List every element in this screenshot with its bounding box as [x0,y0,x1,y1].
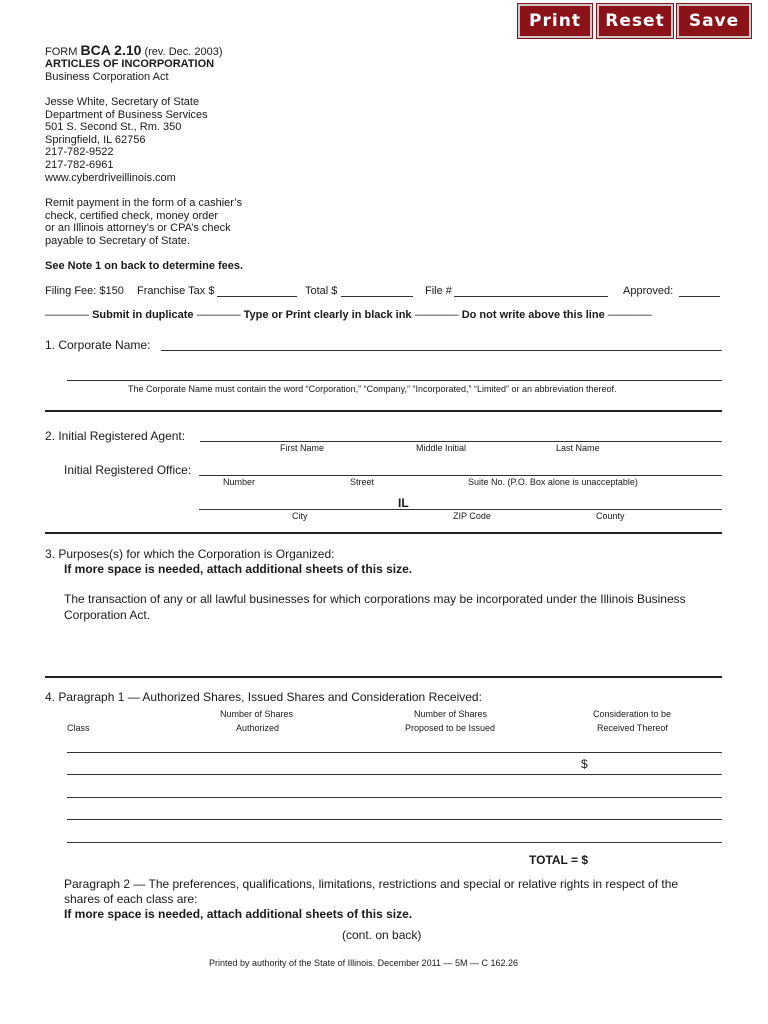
authorized-caption: Authorized [236,723,280,733]
last-name-caption: Last Name [556,443,600,453]
office-line: 501 S. Second St., Rm. 350 [45,121,182,134]
file-no-line[interactable] [454,296,608,297]
instruction-line [45,309,652,321]
first-name-caption: First Name [280,443,325,453]
issued-caption: Proposed to be Issued [405,723,496,733]
number-caption: Number [223,477,256,487]
section-divider [45,410,722,412]
middle-initial-caption: Middle Initial [416,443,467,453]
paragraph2-note: If more space is needed, attach additional sheets of this size. [64,907,413,921]
form-number: BCA 2.10 [80,42,142,58]
purpose-text: The transaction of any or all lawful businesses for which corporations may be incorporated under the Illinois Business [64,592,686,606]
submit-note: Submit in duplicate [92,309,194,321]
suite-caption: Suite No. (P.O. Box alone is unacceptable) [468,477,638,487]
purpose-text: Corporation Act. [64,608,151,622]
approved-line[interactable] [679,296,720,297]
city-caption: City [292,511,308,521]
registered-agent-field[interactable] [202,427,720,441]
registered-agent-label: 2. Initial Registered Agent: [45,429,186,443]
form-act: Business Corporation Act [45,71,169,83]
section-divider [45,532,722,534]
purpose-note: If more space is needed, attach additional sheets of this size. [64,562,413,576]
office-line: Jesse White, Secretary of State [45,96,200,108]
section-divider [45,676,722,678]
print-button[interactable]: Print [518,4,592,38]
authorized-caption: Number of Shares [220,709,294,719]
consideration-caption: Consideration to be [593,709,672,719]
form-revision: (rev. Dec. 2003) [144,46,223,58]
fee-note: See Note 1 on back to determine fees. [45,260,244,272]
shares-row-line[interactable] [67,797,722,798]
do-not-write-note: Do not write above this line [461,309,605,321]
form-prefix: FORM [45,46,78,58]
office-line: 217-782-9522 [45,146,114,159]
issued-caption: Number of Shares [414,709,488,719]
office-line: 217-782-6961 [45,159,114,171]
purpose-label: 3. Purposes(s) for which the Corporation is Organized: [45,547,335,561]
shares-label: 4. Paragraph 1 — Authorized Shares, Issued Shares and Consideration Received: [45,690,482,704]
consideration-caption: Received Thereof [597,723,668,733]
dash: ———— [45,309,89,321]
shares-row-line[interactable] [67,774,722,775]
registered-agent-line[interactable] [200,441,722,442]
paragraph2-text: Paragraph 2 — The preferences, qualifications, limitations, restrictions and special or relative rights in respect of the [64,877,679,891]
franchise-tax-line[interactable] [217,296,297,297]
state-value: IL [398,496,409,510]
registered-office-field[interactable] [201,461,720,475]
corporate-name-line-2[interactable] [67,380,722,381]
dash: ———— [414,309,459,321]
total-shares-label: TOTAL = $ [529,853,589,867]
footer-print-authority: Printed by authority of the State of Illinois. December 2011 — 5M — C 162.26 [209,958,518,968]
remit-line: Remit payment in the form of a cashier’s [45,197,243,209]
filing-fee: Filing Fee: $150 [45,285,124,297]
zip-caption: ZIP Code [453,511,491,521]
shares-row-line[interactable] [67,842,722,843]
office-line: Springfield, IL 62756 [45,133,146,146]
form-title: ARTICLES OF INCORPORATION [45,58,215,70]
office-line: Department of Business Services [45,108,208,121]
registered-office-line[interactable] [199,475,722,476]
total-label: Total $ [305,285,338,297]
continued-note: (cont. on back) [342,928,422,942]
form-id [45,42,223,58]
remit-line: or an Illinois attorney’s or CPA’s check [45,222,231,235]
class-caption: Class [67,723,90,733]
file-no-label: File # [425,285,452,297]
dash: ———— [607,309,652,321]
remit-line: payable to Secretary of State. [45,234,190,247]
paragraph2-text: shares of each class are: [64,892,198,906]
save-button[interactable]: Save [677,4,751,38]
corporate-name-line[interactable] [161,350,722,351]
remit-line: check, certified check, money order [45,209,219,222]
county-caption: County [596,511,625,521]
shares-row-line[interactable] [67,752,722,753]
corporate-name-note: The Corporate Name must contain the word “Corporation,” “Company,” “Incorporated,” “Limited” or an abbreviation thereof. [128,384,617,394]
dollar-sign: $ [581,757,588,771]
corporate-name-label: 1. Corporate Name: [45,338,151,352]
street-caption: Street [350,477,375,487]
website-link[interactable]: www.cyberdriveillinois.com [45,171,176,184]
approved-label: Approved: [623,285,674,297]
reset-button[interactable]: Reset [597,4,673,38]
dash: ———— [196,309,241,321]
city-zip-county-line[interactable] [199,509,722,510]
total-line[interactable] [341,296,413,297]
corporate-name-field[interactable] [163,336,719,350]
type-print-note: Type or Print clearly in black ink [243,309,412,321]
franchise-tax-label: Franchise Tax $ [137,285,215,297]
shares-row-line[interactable] [67,819,722,820]
registered-office-label: Initial Registered Office: [64,463,192,477]
